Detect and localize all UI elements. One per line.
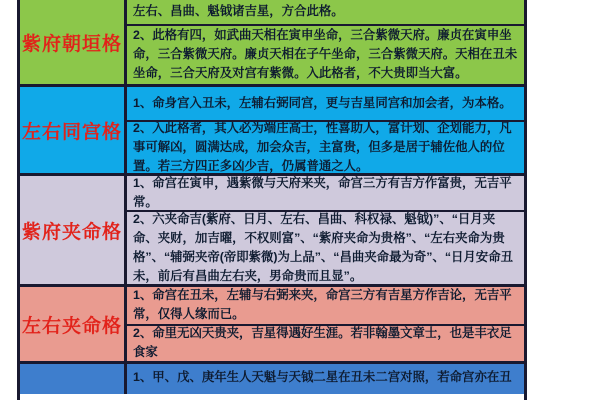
- row-label: [20, 364, 127, 394]
- table-row-zifu-chaoyuan: [20, 0, 524, 87]
- table-row-zuoyou-jiaming: [20, 287, 524, 364]
- table-cell: 左右、昌曲、魁钺诸吉星，方合此格。: [133, 4, 344, 19]
- table-cell: 1、命宫在寅申，遇紫微与天府来夹，命宫三方有吉方作富贵，无吉平常。: [133, 176, 512, 209]
- table-cell: 2、此格有四，如武曲天相在寅申坐命，三合紫微天府。廉贞在寅申坐命，三合紫微天府。廉贞天相在子午坐命，三合紫微天府。天相在丑未坐命，三合天府及对宫有紫微。入此格者，不大贵即当大富。: [127, 24, 524, 84]
- table-row-zuoyou-tonggong: [20, 87, 524, 176]
- table-cell: 1、命宫在丑未，左辅与右弼来夹，命宫三方有吉星方作吉论，无吉平常，仅得人缘而已。: [133, 288, 512, 322]
- astrology-formats-table: [17, 0, 527, 400]
- table-cell: 1、甲、戊、庚年生人天魁与天钺二星在丑未二宫对照，若命宫亦在丑: [133, 370, 512, 384]
- row-label: 紫府朝垣格: [20, 0, 127, 84]
- row-content: [127, 0, 524, 84]
- row-content: [127, 87, 524, 173]
- row-label: 紫府夹命格: [20, 176, 127, 284]
- table-cell: 2、六夹命吉(紫府、日月、左右、昌曲、科权禄、魁钺)”、“日月夹命、夹财，加吉曜，不权则富”、“紫府夹命为贵格”、“左右夹命为贵格”、“辅弼夹帝(帝即紫微)为上品”、“昌曲夹命最为奇”、“日月安命丑未，前后有昌曲左右夹，男命贵而且显”。: [127, 210, 524, 284]
- row-label: 左右夹命格: [20, 287, 127, 361]
- table-cell: 2、命里无凶天贵夹，吉星得遇好生涯。若非翰墨文章士，也是丰衣足食家: [127, 324, 524, 362]
- table-row-zifu-jiaming: [20, 176, 524, 287]
- row-content: [127, 287, 524, 361]
- row-content: [127, 176, 524, 284]
- table-cell: 2、入此格者，其人必为端庄高士，性喜助人，富计划、企划能力，凡事可解凶，圆满达成，加会众吉，主富贵，但多是居于辅佐他人的位置。若三方四正多凶少吉，仍属普通之人。: [127, 120, 524, 173]
- table-cell: 1、命身宫入丑未，左辅右弼同宫，更与吉星同宫和加会者，为本格。: [133, 95, 512, 110]
- row-content: [127, 364, 524, 394]
- table-row-bottom-partial: [20, 364, 524, 394]
- row-label: 左右同宫格: [20, 87, 127, 173]
